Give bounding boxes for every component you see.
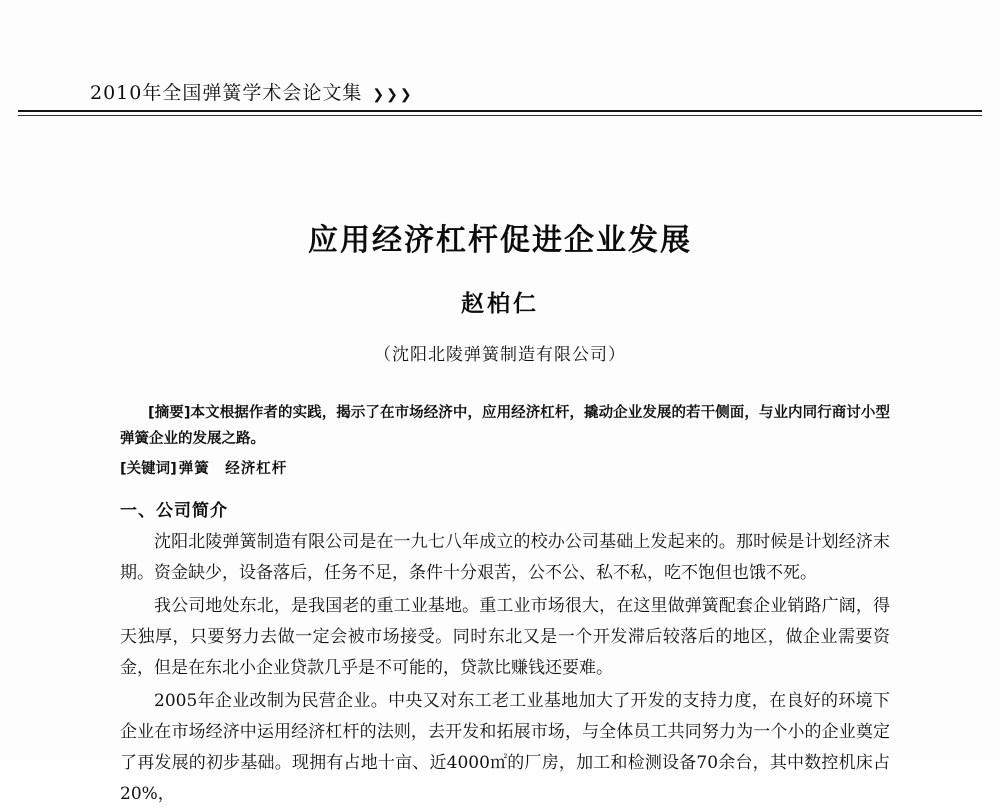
keywords-block xyxy=(120,456,890,482)
section-heading-company-intro: 一、公司简介 xyxy=(120,501,228,521)
abstract-label: [摘要] xyxy=(148,405,191,421)
abstract-text: 本文根据作者的实践，揭示了在市场经济中，应用经济杠杆，撬动企业发展的若干侧面，与业内同行商讨小型弹簧企业的发展之路。 xyxy=(120,405,890,447)
keywords-label: [关键词] xyxy=(120,461,177,477)
running-head-text: 2010年全国弹簧学术会论文集 xyxy=(90,82,363,104)
author-affiliation: （沈阳北陵弹簧制造有限公司） xyxy=(374,345,626,365)
chevron-right-icon: ❯❯❯ xyxy=(372,87,414,103)
body-paragraph: 沈阳北陵弹簧制造有限公司是在一九七八年成立的校办公司基础上发起来的。那时候是计划经济末期。资金缺少，设备落后，任务不足，条件十分艰苦，公不公、私不私，吃不饱但也饿不死。 xyxy=(120,532,890,583)
keywords-values: 弹簧 经济杠杆 xyxy=(178,461,288,477)
page-title: 应用经济杠杆促进企业发展 xyxy=(308,223,692,258)
header-rule-thin xyxy=(18,115,982,116)
body-paragraph: 2005年企业改制为民营企业。中央又对东工老工业基地加大了开发的支持力度，在良好的环境下企业在市场经济中运用经济杠杆的法则，去开发和拓展市场，与全体员工共同努力为一个小的企业奠定了再发展的初步基础。现拥有占地十亩、近4000㎡的厂房，加工和检测设备70余台，其中数控机床占20%， xyxy=(120,691,890,804)
article-body xyxy=(120,400,890,810)
abstract-block xyxy=(120,400,890,452)
running-head xyxy=(90,78,414,105)
author-name: 赵柏仁 xyxy=(461,291,539,317)
header-rule xyxy=(18,110,982,112)
body-paragraph: 我公司地处东北，是我国老的重工业基地。重工业市场很大，在这里做弹簧配套企业销路广阔，得天独厚，只要努力去做一定会被市场接受。同时东北又是一个开发滞后较落后的地区，做企业需要资金，但是在东北小企业贷款几乎是不可能的，贷款比赚钱还要难。 xyxy=(120,596,890,678)
